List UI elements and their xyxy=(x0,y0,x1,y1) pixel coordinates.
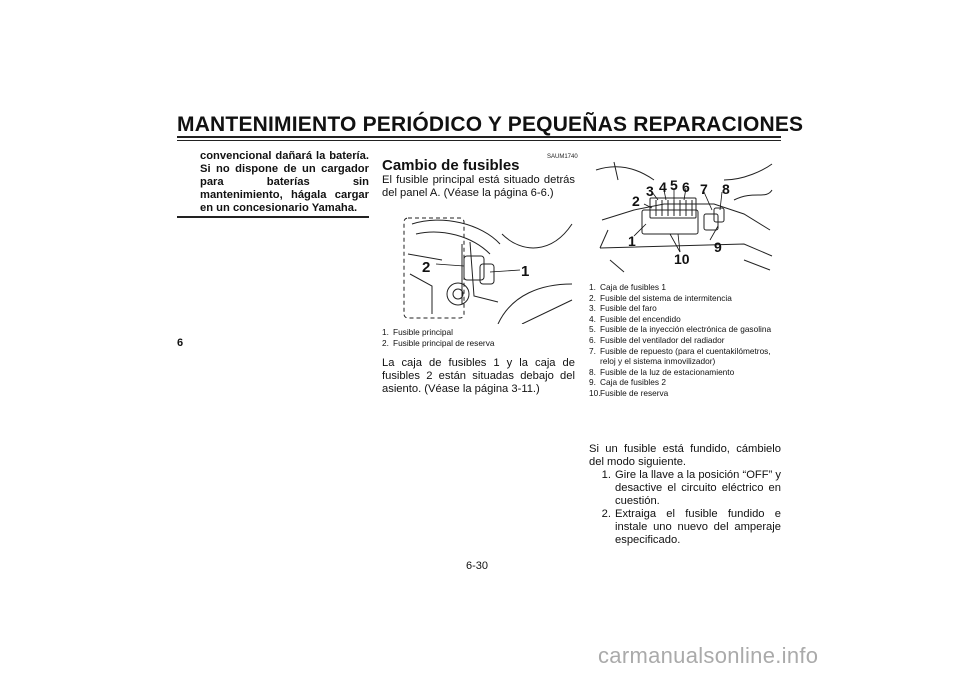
step-item: 2. Extraiga el fusible fundido e instale uno nuevo del amperaje especificado. xyxy=(601,508,781,546)
notice-end-rule xyxy=(177,216,369,218)
page-header-title: MANTENIMIENTO PERIÓDICO Y PEQUEÑAS REPARACIONES xyxy=(177,113,804,136)
caption-item: 3. Fusible del faro xyxy=(589,303,657,314)
caption-item: 9. Caja de fusibles 2 xyxy=(589,377,666,388)
caption-item: 6. Fusible del ventilador del radiador xyxy=(589,334,725,345)
intro-paragraph: El fusible principal está situado detrás del panel A. (Véase la página 6-6.) xyxy=(382,174,575,199)
callout-5: 5 xyxy=(670,177,678,193)
watermark: carmanualsonline.info xyxy=(598,643,819,668)
caption-item: 5. Fusible de la inyección electrónica de gasolina xyxy=(589,324,772,335)
header-rule xyxy=(177,136,781,138)
callout-6: 6 xyxy=(682,179,690,195)
callout-9: 9 xyxy=(714,239,722,255)
fuse-box-figure xyxy=(594,160,774,276)
callout-2: 2 xyxy=(632,193,640,209)
figure2-captions xyxy=(589,282,779,399)
callout-2: 2 xyxy=(422,259,431,276)
caption-item: 2. Fusible del sistema de intermitencia xyxy=(589,292,732,303)
header-rule-thin xyxy=(177,140,781,141)
step-item: 1. Gire la llave a la posición “OFF” y desactive el circuito eléctrico en cuestión. xyxy=(601,469,781,507)
caption-item: 4. Fusible del encendido xyxy=(589,313,681,324)
main-fuse-figure xyxy=(402,214,574,324)
section-code: SAUM1740 xyxy=(547,154,578,160)
caption-item: 1. Fusible principal xyxy=(382,327,453,337)
caption-item: 2. Fusible principal de reserva xyxy=(382,337,495,348)
caption-item: 8. Fusible de la luz de estacionamiento xyxy=(589,366,735,377)
chapter-tab: 6 xyxy=(177,337,184,349)
section-title: Cambio de fusibles xyxy=(382,157,520,174)
page-number: 6-30 xyxy=(466,560,489,572)
callout-7: 7 xyxy=(700,181,708,197)
caption-item: 10. Fusible de reserva xyxy=(589,387,669,398)
caption-item: 1. Caja de fusibles 1 xyxy=(589,282,666,292)
notice-text: convencional dañará la batería. Si no dispone de un cargador para baterías sin mantenimiento, hágala cargar en un concesionario Yamaha. xyxy=(200,150,369,214)
callout-3: 3 xyxy=(646,183,654,199)
replace-intro-paragraph: Si un fusible está fundido, cámbielo del modo siguiente. xyxy=(589,443,781,468)
callout-10: 10 xyxy=(674,251,690,267)
callout-1: 1 xyxy=(521,263,530,280)
caption-item: 7. Fusible de repuesto (para el cuentakilómetros, reloj y el sistema inmovilizador) xyxy=(589,345,771,367)
figure1-captions xyxy=(382,327,575,348)
fuse-box-paragraph: La caja de fusibles 1 y la caja de fusibles 2 están situadas debajo del asiento. (Véase la página 3-11.) xyxy=(382,357,575,395)
callout-4: 4 xyxy=(659,179,667,195)
callout-8: 8 xyxy=(722,181,730,197)
callout-1: 1 xyxy=(628,233,636,249)
steps-list xyxy=(589,469,781,547)
